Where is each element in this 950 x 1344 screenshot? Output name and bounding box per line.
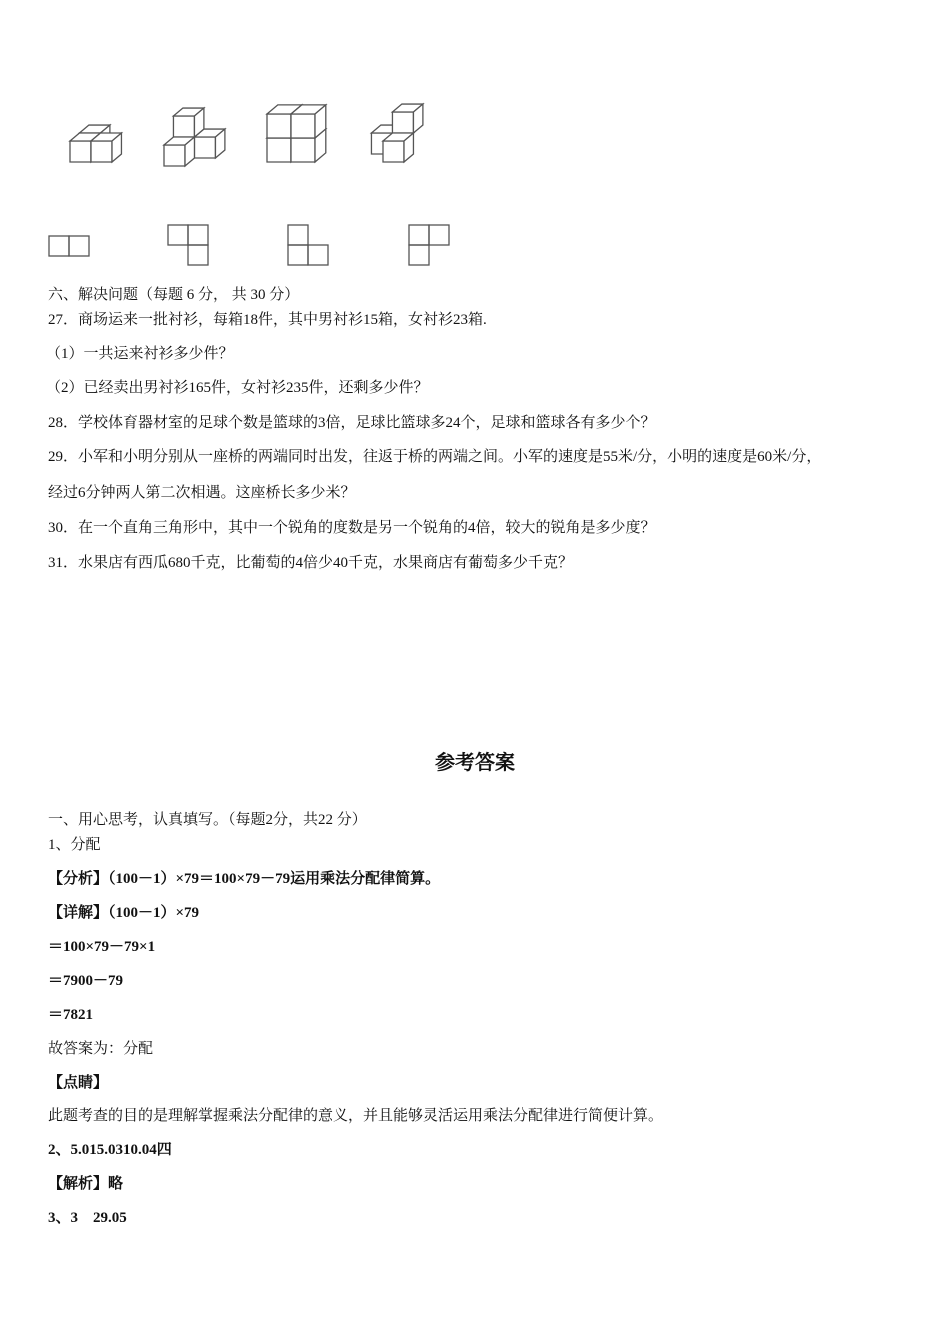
cube-face [91,141,112,162]
cube-face [70,141,91,162]
question-27: 27．商场运来一批衬衫，每箱18件，其中男衬衫15箱，女衬衫23箱. [48,312,487,328]
view-square [49,236,69,256]
view-square [288,225,308,245]
answer-line: 【分析】（100－1）×79＝100×79－79运用乘法分配律简算。 [48,871,441,887]
answer-line: 【解析】略 [48,1176,124,1192]
question-30: 30．在一个直角三角形中，其中一个锐角的度数是另一个锐角的4倍，较大的锐角是多少度？ [48,520,656,536]
question-29: 29．小军和小明分别从一座桥的两端同时出发，往返于桥的两端之间。小军的速度是55米/分，小明的速度是60米/分， [48,449,822,465]
question-27-part-1: （1）一共运来衬衫多少件？ [46,346,234,362]
answer-line: 【详解】（100－1）×79 [48,905,200,921]
cube-face [173,116,194,137]
answer-line: 【点睛】 [48,1075,109,1091]
view-square [409,245,429,265]
view-square [409,225,429,245]
cube-face [194,137,215,158]
question-31: 31．水果店有西瓜680千克，比葡萄的4倍少40千克，水果商店有葡萄多少千克？ [48,555,574,571]
cube-face [383,141,404,162]
cube-figures [0,0,950,290]
answers-heading: 一、用心思考，认真填写。（每题2分，共22 分） [48,812,367,828]
view-square [188,245,208,265]
cube-face [291,138,315,162]
answer-line: 此题考查的目的是理解掌握乘法分配律的意义，并且能够灵活运用乘法分配律进行简便计算。 [48,1108,664,1124]
view-square [69,236,89,256]
view-square [429,225,449,245]
cube-face [291,114,315,138]
cube-face [392,112,413,133]
question-29-cont: 经过6分钟两人第二次相遇。这座桥长多少米？ [48,485,356,501]
cube-face [164,145,185,166]
view-square [168,225,188,245]
question-28: 28．学校体育器材室的足球个数是篮球的3倍，足球比篮球多24个，足球和篮球各有多少个？ [48,415,656,431]
answer-line: ＝100×79－79×1 [48,939,156,955]
answers-title: 参考答案 [435,750,515,774]
view-square [188,225,208,245]
answer-line: 故答案为：分配 [48,1041,154,1057]
cube-face [267,114,291,138]
view-square [288,245,308,265]
view-square [308,245,328,265]
answer-line: 1、分配 [48,837,101,853]
question-27-part-2: （2）已经卖出男衬衫165件，女衬衫235件，还剩多少件？ [46,380,429,396]
answer-line: ＝7900－79 [48,973,124,989]
section-heading: 六、解决问题（每题 6 分， 共 30 分） [48,287,300,303]
answer-line: ＝7821 [48,1007,94,1023]
answer-line: 2、5.015.0310.04四 [48,1142,172,1158]
cube-face [267,138,291,162]
answer-line: 3、3 29.05 [48,1210,127,1226]
